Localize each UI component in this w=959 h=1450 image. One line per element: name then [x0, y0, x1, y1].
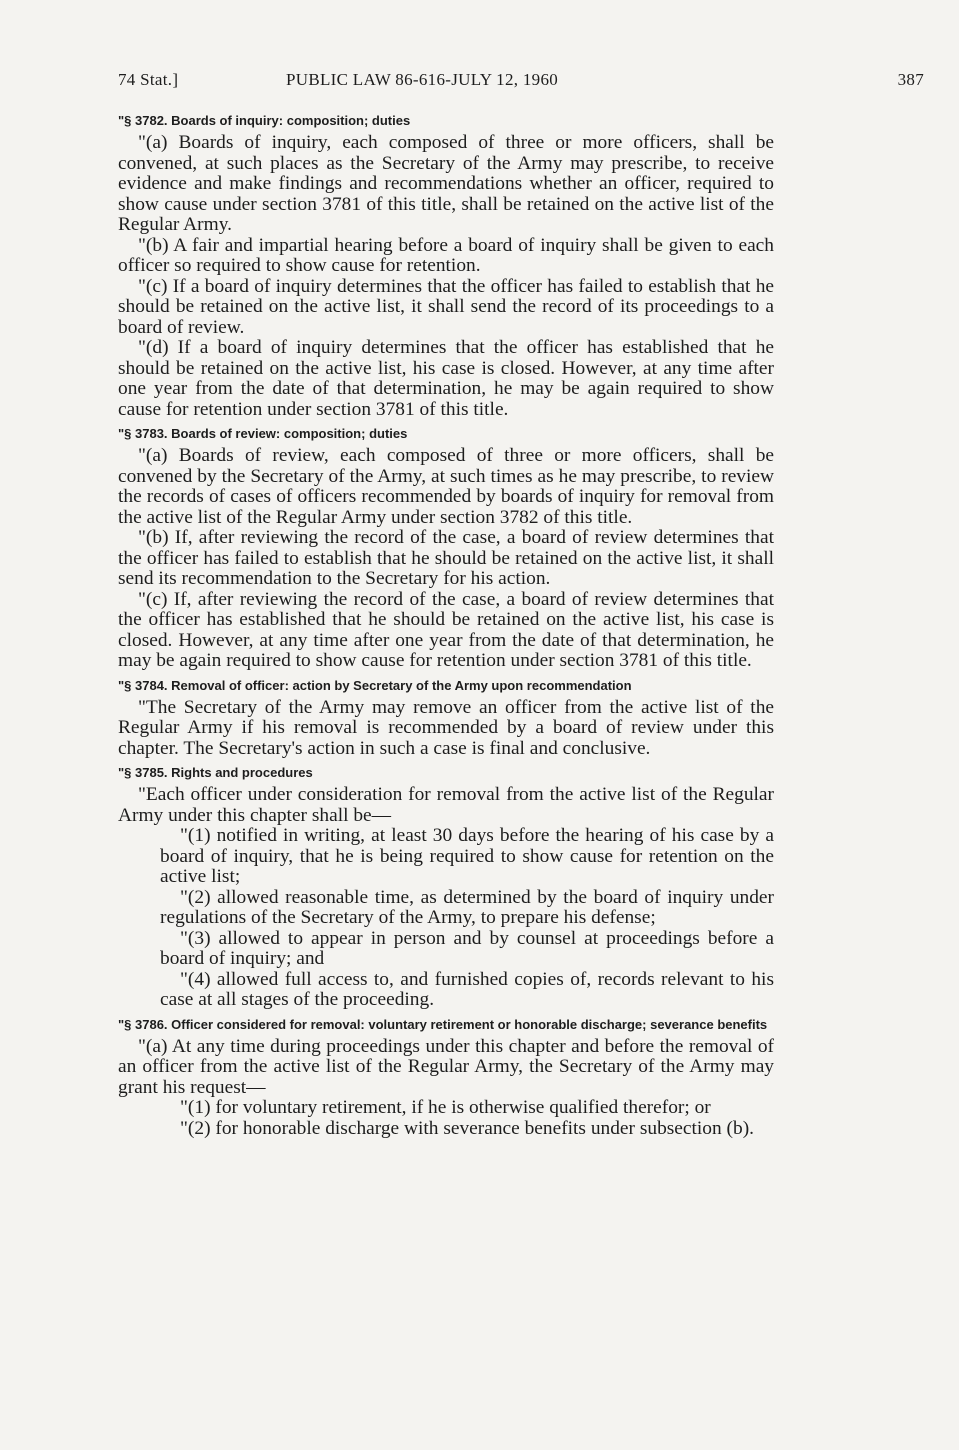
- section-3784-text: "The Secretary of the Army may remove an officer from the active list of the Regular Army if his removal is recommended by a board of review under this chapter. The Secretary's action in such a case is final and conclusive.: [118, 696, 774, 759]
- section-3785-intro: "Each officer under consideration for removal from the active list of the Regular Army under this chapter shall be—: [118, 784, 774, 826]
- section-3785-item-3: "(3) allowed to appear in person and by counsel at proceedings before a board of inquiry; and: [160, 927, 774, 969]
- section-3785-item-2: "(2) allowed reasonable time, as determined by the board of inquiry under regulations of the Secretary of the Army, to prepare his defense;: [160, 886, 774, 928]
- section-3783-b: "(b) If, after reviewing the record of the case, a board of review determines that the officer has failed to establish that he should be retained on the active list, it shall send its recommendation to the Secretary for his action.: [118, 527, 774, 589]
- section-3782-b: "(b) A fair and impartial hearing before a board of inquiry shall be given to each officer so required to show cause for retention.: [118, 234, 774, 276]
- section-3784-heading: "§ 3784. Removal of officer: action by Secretary of the Army upon recommendation: [118, 677, 632, 693]
- page-number: 387: [897, 70, 924, 89]
- section-3782-c: "(c) If a board of inquiry determines that the officer has failed to establish that he should be retained on the active list, it shall send the record of its proceedings to a board of review.: [118, 275, 774, 338]
- running-head: [118, 70, 924, 94]
- section-3782-a: "(a) Boards of inquiry, each composed of three or more officers, shall be convened, at such places as the Secretary of the Army may prescribe, to receive evidence and make findings and recommendations whether an officer, required to show cause under section 3781 of this title, shall be retained on the active list of the Regular Army.: [118, 132, 774, 235]
- section-3786-item-2: "(2) for honorable discharge with severance benefits under subsection (b).: [180, 1117, 754, 1139]
- statute-volume: 74 Stat.]: [118, 70, 179, 89]
- section-3783-a: "(a) Boards of review, each composed of three or more officers, shall be convened by the Secretary of the Army, at such times as he may prescribe, to review the records of cases of officers recommended by boards of inquiry for removal from the active list of the Regular Army under section 3782 of this title.: [118, 445, 774, 528]
- public-law-title: PUBLIC LAW 86-616-JULY 12, 1960: [286, 70, 559, 89]
- page-body: [118, 113, 774, 1139]
- section-3783-c: "(c) If, after reviewing the record of the case, a board of review determines that the officer has established that he should be retained on the active list, his case is closed. However, at any time after one year from the date of that determination, he may be again required to show cause for retention under section 3781 of this title.: [118, 588, 774, 671]
- section-3786-item-1: "(1) for voluntary retirement, if he is otherwise qualified therefor; or: [180, 1097, 711, 1118]
- section-3782-heading: "§ 3782. Boards of inquiry: composition; duties: [118, 113, 411, 128]
- section-3785-item-4: "(4) allowed full access to, and furnished copies of, records relevant to his case at all stages of the proceeding.: [160, 968, 774, 1010]
- section-3786-heading: "§ 3786. Officer considered for removal: voluntary retirement or honorable discharge; severance benefits: [118, 1016, 768, 1032]
- section-3785-item-1: "(1) notified in writing, at least 30 days before the hearing of his case by a board of inquiry, that he is being required to show cause for retention on the active list;: [160, 825, 774, 887]
- section-3782-d: "(d) If a board of inquiry determines that the officer has established that he should be retained on the active list, his case is closed. However, at any time after one year from the date of that determination, he may be again required to show cause for retention under section 3781 of this title.: [118, 337, 774, 420]
- section-3786-a: "(a) At any time during proceedings under this chapter and before the removal of an officer from the active list of the Regular Army, the Secretary of the Army may grant his request—: [118, 1035, 774, 1098]
- section-3785-heading: "§ 3785. Rights and procedures: [118, 765, 313, 780]
- section-3783-heading: "§ 3783. Boards of review: composition; duties: [118, 426, 408, 441]
